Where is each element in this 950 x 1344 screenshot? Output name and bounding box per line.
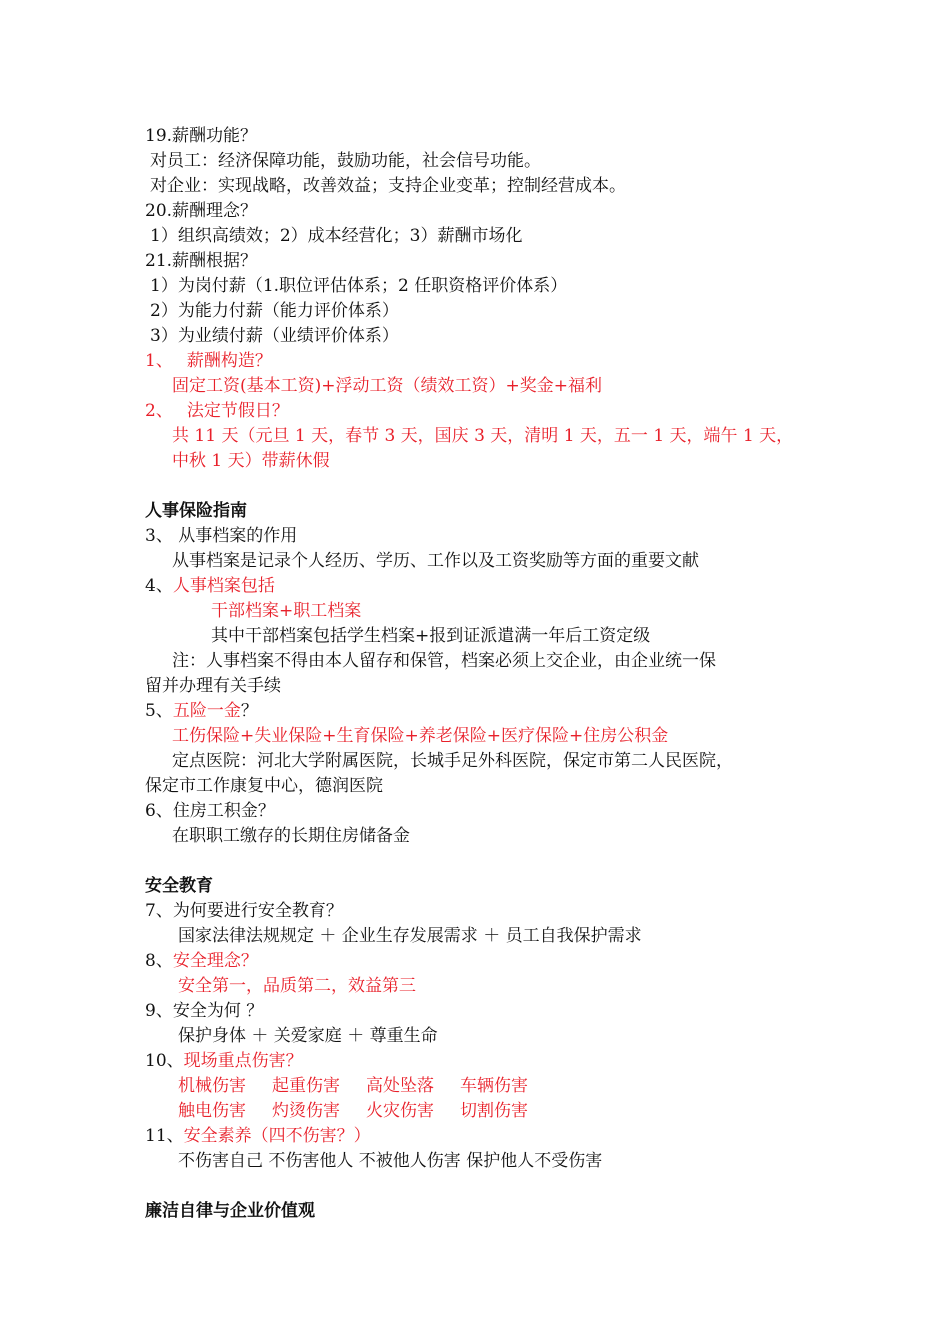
list-number: 4、: [145, 576, 173, 596]
q19-answer-employee: 对员工：经济保障功能，鼓励功能，社会信号功能。: [150, 151, 541, 171]
q5-title: [145, 700, 830, 722]
list-number: 11、: [145, 1126, 184, 1146]
q21-answer-2: 2）为能力付薪（能力评价体系）: [150, 301, 399, 321]
q11-answer: 不伤害自己 不伤害他人 不被他人伤害 保护他人不受伤害: [178, 1151, 603, 1171]
hazard-item: 车辆伤害: [460, 1076, 528, 1096]
q5-answer-1: 工伤保险+失业保险+生育保险+养老保险+医疗保险+住房公积金: [172, 726, 669, 746]
pay-structure-question: 薪酬构造？: [186, 351, 272, 371]
list-number: 5、: [145, 701, 173, 721]
list-number: 1、: [145, 351, 173, 371]
q3-answer: 从事档案是记录个人经历、学历、工作以及工资奖励等方面的重要文献: [172, 551, 699, 571]
q6-answer: 在职职工缴存的长期住房储备金: [172, 826, 410, 846]
list-number: 2、: [145, 401, 173, 421]
q4-title: [145, 575, 830, 597]
hazard-item: 机械伤害: [178, 1076, 246, 1096]
q8-question: 安全理念？: [172, 951, 258, 971]
q4-answer-1: 干部档案+职工档案: [211, 601, 362, 621]
holiday-answer-line2: 中秋 1 天）带薪休假: [172, 451, 330, 471]
q10-hazard-row-1: [178, 1075, 830, 1097]
q10-hazard-row-2: [178, 1100, 830, 1122]
hazard-item: 高处坠落: [366, 1076, 434, 1096]
q7-answer: 国家法律法规规定 ＋ 企业生存发展需求 ＋ 员工自我保护需求: [178, 926, 642, 946]
holiday-question: 法定节假日？: [186, 401, 289, 421]
q6-title: 6、住房工积金？: [145, 801, 275, 821]
hr-section-heading: 人事保险指南: [145, 501, 247, 521]
q10-title: [145, 1050, 830, 1072]
safety-section-heading: 安全教育: [145, 876, 213, 896]
q20-answer: 1）组织高绩效；2）成本经营化；3）薪酬市场化: [150, 226, 523, 246]
pay-structure-answer: 固定工资(基本工资)+浮动工资（绩效工资）+奖金+福利: [172, 376, 602, 396]
q8-title: [145, 950, 830, 972]
q11-question: 安全素养（四不伤害？）: [183, 1126, 371, 1146]
q9-answer: 保护身体 ＋ 关爱家庭 ＋ 尊重生命: [178, 1026, 438, 1046]
q19-answer-company: 对企业：实现战略，改善效益；支持企业变革；控制经营成本。: [150, 176, 626, 196]
q4-question: 人事档案包括: [172, 576, 275, 596]
holiday-answer-line1: 共 11 天（元旦 1 天，春节 3 天，国庆 3 天，清明 1 天，五一 1 天，端午 1 天，: [172, 426, 794, 446]
q5-answer-2: 定点医院：河北大学附属医院，长城手足外科医院，保定市第二人民医院，: [172, 751, 733, 771]
holiday-title: [145, 400, 830, 422]
hazard-item: 切割伤害: [460, 1101, 528, 1121]
q4-note-line1: 注：人事档案不得由本人留存和保管，档案必须上交企业，由企业统一保: [172, 651, 716, 671]
q10-question: 现场重点伤害？: [183, 1051, 303, 1071]
q5-question-mark: ？: [240, 701, 258, 721]
hazard-item: 灼烫伤害: [272, 1101, 340, 1121]
q21-title: 21.薪酬根据？: [145, 251, 258, 271]
hazard-item: 火灾伤害: [366, 1101, 434, 1121]
q19-title: 19.薪酬功能？: [145, 126, 258, 146]
q11-title: [145, 1125, 830, 1147]
hazard-item: 触电伤害: [178, 1101, 246, 1121]
q8-answer: 安全第一，品质第二，效益第三: [178, 976, 416, 996]
q21-answer-1: 1）为岗付薪（1.职位评估体系；2 任职资格评价体系）: [150, 276, 568, 296]
q21-answer-3: 3）为业绩付薪（业绩评价体系）: [150, 326, 399, 346]
hazard-item: 起重伤害: [272, 1076, 340, 1096]
list-number: 8、: [145, 951, 173, 971]
q4-answer-2: 其中干部档案包括学生档案+报到证派遣满一年后工资定级: [211, 626, 651, 646]
q3-title: 3、 从事档案的作用: [145, 526, 298, 546]
q20-title: 20.薪酬理念？: [145, 201, 258, 221]
q7-title: 7、为何要进行安全教育？: [145, 901, 343, 921]
pay-structure-title: [145, 350, 830, 372]
q4-note-line2: 留并办理有关手续: [145, 676, 281, 696]
q5-question: 五险一金: [172, 701, 241, 721]
q5-answer-3: 保定市工作康复中心，德润医院: [145, 776, 383, 796]
integrity-section-heading: 廉洁自律与企业价值观: [145, 1201, 315, 1221]
list-number: 10、: [145, 1051, 184, 1071]
q9-title: 9、安全为何 ？: [145, 1001, 264, 1021]
